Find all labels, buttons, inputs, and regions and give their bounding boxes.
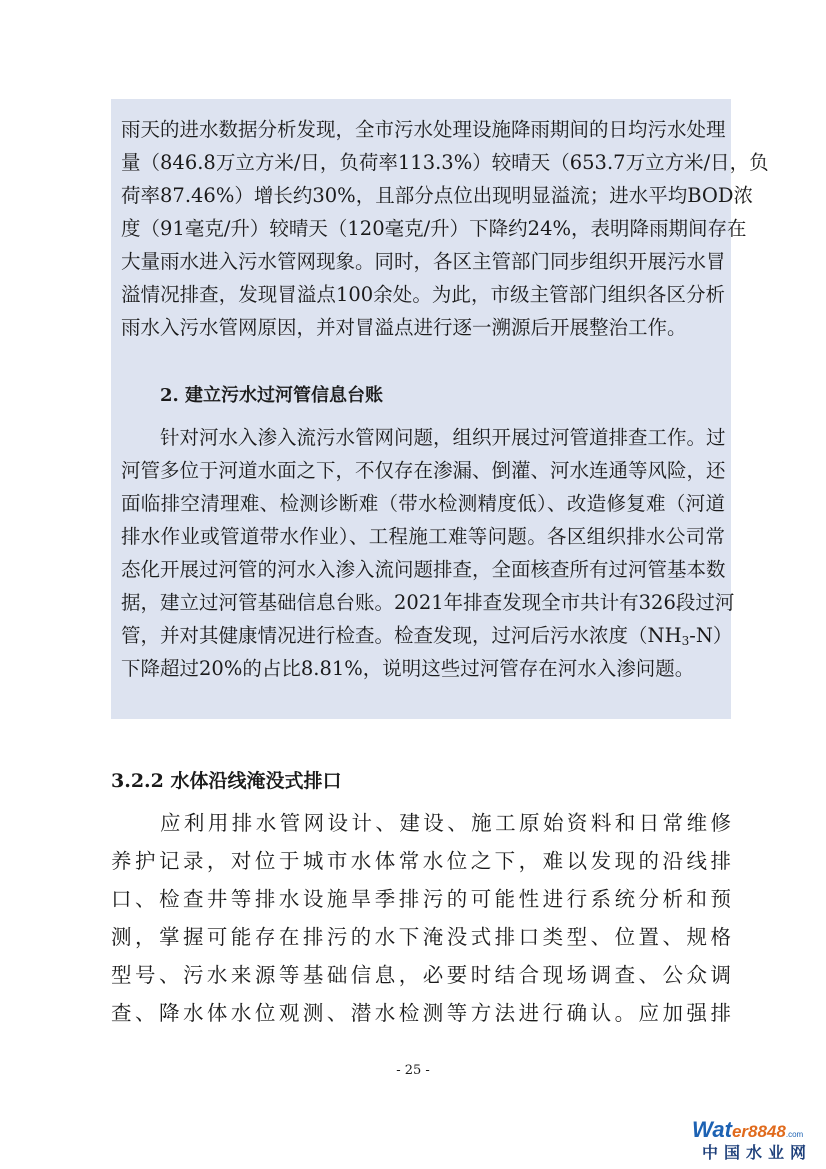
- text-line: 养护记录，对位于城市水体常水位之下，难以发现的沿线排: [111, 849, 731, 873]
- logo-wordmark: Water8848.com: [692, 1117, 804, 1142]
- text-line: 量（846.8万立方米/日，负荷率113.3%）较晴天（653.7万立方米/日，负: [121, 151, 769, 174]
- text-line-formula: [121, 623, 733, 649]
- subsection-heading: 2. 建立污水过河管信息台账: [160, 385, 384, 406]
- text-line: 查、降水体水位观测、潜水检测等方法进行确认。应加强排: [111, 1001, 731, 1025]
- logo-chinese: 中国水业网: [702, 1143, 813, 1162]
- text-line: 测，掌握可能存在排污的水下淹没式排口类型、位置、规格: [111, 925, 731, 949]
- text-line: 面临排空清理难、检测诊断难（带水检测精度低）、改造修复难（河道: [121, 492, 725, 515]
- text-line: 河管多位于河道水面之下，不仅存在渗漏、倒灌、河水连通等风险，还: [121, 459, 726, 482]
- text-line: 口、检查井等排水设施旱季排污的可能性进行系统分析和预: [111, 887, 731, 911]
- text-line: 型号、污水来源等基础信息，必要时结合现场调查、公众调: [111, 963, 731, 987]
- formula-suffix: -N）: [689, 624, 733, 647]
- section-title: 3.2.2 水体沿线淹没式排口: [111, 770, 342, 792]
- text-line: 应利用排水管网设计、建设、施工原始资料和日常维修: [160, 811, 731, 835]
- text-line: 雨天的进水数据分析发现，全市污水处理设施降雨期间的日均污水处理: [121, 118, 726, 141]
- page-number: - 25 -: [396, 1063, 430, 1078]
- formula-subscript: 3: [681, 634, 690, 649]
- text-line: 大量雨水进入污水管网现象。同时，各区主管部门同步组织开展污水冒: [121, 250, 726, 273]
- text-line: 下降超过20%的占比8.81%，说明这些过河管存在河水入渗问题。: [121, 657, 695, 680]
- text-line: 态化开展过河管的河水入渗入流问题排查，全面核查所有过河管基本数: [121, 558, 726, 581]
- text-line: 排水作业或管道带水作业）、工程施工难等问题。各区组织排水公司常: [121, 525, 725, 548]
- text-line: 度（91毫克/升）较晴天（120毫克/升）下降约24%，表明降雨期间存在: [121, 217, 747, 240]
- text-line: 针对河水入渗入流污水管网问题，组织开展过河管道排查工作。过: [160, 426, 726, 449]
- formula-text: 管，并对其健康情况进行检查。检查发现，过河后污水浓度（NH: [121, 624, 682, 647]
- text-line: 据，建立过河管基础信息台账。2021年排查发现全市共计有326段过河: [121, 591, 735, 614]
- text-line: 荷率87.46%）增长约30%，且部分点位出现明显溢流；进水平均BOD浓: [121, 184, 754, 207]
- text-line: 雨水入污水管网原因，并对冒溢点进行逐一溯源后开展整治工作。: [121, 316, 687, 339]
- text-line: 溢情况排查，发现冒溢点100余处。为此，市级主管部门组织各区分析: [121, 283, 725, 306]
- watermark-logo: [692, 1118, 820, 1166]
